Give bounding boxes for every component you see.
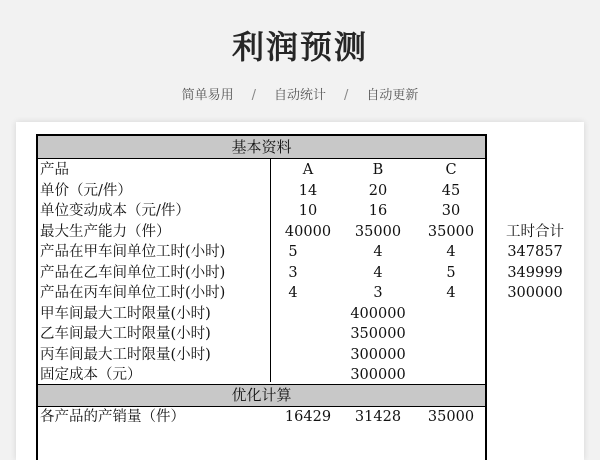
cell-product-b: B: [372, 162, 384, 178]
cell-output-a: 16429: [284, 409, 332, 425]
cell-yi-hours-a: 3: [288, 264, 298, 281]
cell-jia-hours-b: 4: [373, 244, 383, 260]
section-header-basic: 基本资料: [38, 136, 485, 159]
row-label-bing-max-hours: 丙车间最大工时限量(小时): [40, 346, 211, 363]
row-label-jia-max-hours: 甲车间最大工时限量(小时): [40, 305, 211, 322]
cell-product-c: C: [445, 162, 457, 178]
row-label-workshop-yi-hours: 产品在乙车间单位工时(小时): [40, 264, 226, 281]
row-label-product: 产品: [40, 162, 69, 178]
cell-bing-hours-a: 4: [288, 285, 298, 301]
feature-tag: 自动统计: [273, 88, 326, 103]
tag-separator: /: [344, 88, 349, 103]
row-label-yi-max-hours: 乙车间最大工时限量(小时): [40, 326, 211, 342]
cell-bing-hours-c: 4: [446, 285, 456, 301]
section-header-optimization: 优化计算: [38, 384, 485, 407]
row-label-variable-cost: 单位变动成本（元/件）: [40, 203, 190, 219]
cell-price-b: 20: [368, 182, 388, 199]
cell-variable-cost-c: 30: [441, 203, 461, 219]
cell-yi-hours-c: 5: [446, 264, 456, 281]
cell-jia-max-hours: 400000: [350, 305, 406, 322]
cell-price-c: 45: [441, 182, 461, 199]
cell-jia-hours-a: 5: [288, 244, 298, 260]
row-label-fixed-cost: 固定成本（元）: [40, 367, 142, 383]
row-label-price: 单价（元/件）: [40, 182, 132, 199]
cell-bing-max-hours: 300000: [350, 346, 406, 363]
hours-total-yi: 349999: [507, 264, 563, 281]
cell-jia-hours-c: 4: [446, 244, 456, 260]
cell-price-a: 14: [298, 182, 318, 199]
cell-variable-cost-a: 10: [298, 203, 318, 219]
row-label-workshop-jia-hours: 产品在甲车间单位工时(小时): [40, 244, 226, 260]
tag-separator: /: [251, 88, 256, 103]
hours-total-header: 工时合计: [506, 223, 564, 240]
table-border-right: [485, 134, 487, 460]
column-divider: [270, 158, 271, 382]
cell-variable-cost-b: 16: [368, 203, 388, 219]
hours-total-jia: 347857: [507, 244, 563, 260]
feature-tags: [0, 84, 600, 103]
hours-total-bing: 300000: [507, 285, 563, 301]
cell-output-b: 31428: [354, 409, 402, 425]
spreadsheet-panel: [16, 122, 584, 460]
feature-tag: 自动更新: [366, 88, 419, 103]
row-label-workshop-bing-hours: 产品在丙车间单位工时(小时): [40, 285, 226, 301]
cell-max-capacity-a: 40000: [284, 223, 332, 240]
cell-max-capacity-b: 35000: [354, 223, 402, 240]
cell-output-c: 35000: [427, 409, 475, 425]
cell-max-capacity-c: 35000: [427, 223, 475, 240]
cell-yi-max-hours: 350000: [350, 326, 406, 342]
cell-fixed-cost: 300000: [350, 367, 406, 383]
cell-product-a: A: [302, 162, 314, 178]
feature-tag: 简单易用: [181, 88, 234, 103]
row-label-max-capacity: 最大生产能力（件）: [40, 223, 171, 240]
row-label-output: 各产品的产销量（件）: [40, 409, 185, 425]
cell-yi-hours-b: 4: [373, 264, 383, 281]
table-border-left: [36, 134, 38, 460]
page-title: 利润预测: [231, 28, 368, 66]
cell-bing-hours-b: 3: [373, 285, 383, 301]
